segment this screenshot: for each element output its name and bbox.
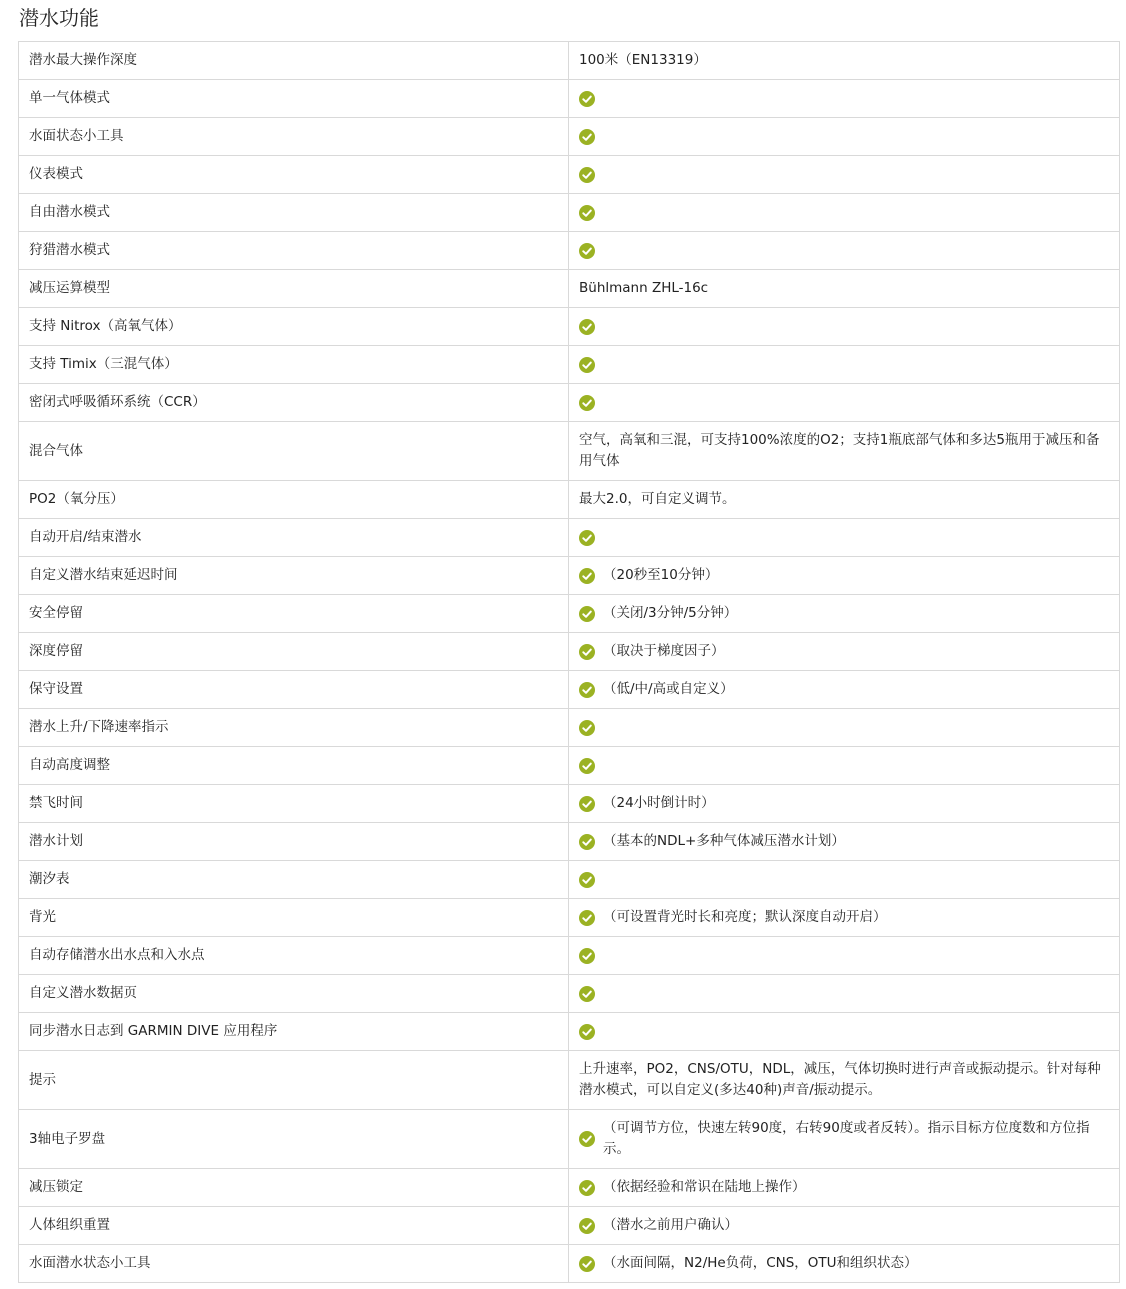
table-row xyxy=(19,481,1120,519)
table-row xyxy=(19,595,1120,633)
feature-value xyxy=(569,80,1120,118)
feature-label: 保守设置 xyxy=(19,671,569,709)
table-row xyxy=(19,899,1120,937)
table-row xyxy=(19,1051,1120,1110)
feature-value xyxy=(569,232,1120,270)
table-row xyxy=(19,42,1120,80)
feature-label: 提示 xyxy=(19,1051,569,1110)
check-circle-icon xyxy=(579,796,595,812)
feature-value xyxy=(569,270,1120,308)
check-circle-icon xyxy=(579,167,595,183)
feature-value xyxy=(569,899,1120,937)
table-row xyxy=(19,671,1120,709)
feature-label: 安全停留 xyxy=(19,595,569,633)
feature-value xyxy=(569,975,1120,1013)
feature-label: 潜水上升/下降速率指示 xyxy=(19,709,569,747)
check-circle-icon xyxy=(579,682,595,698)
feature-label: 3轴电子罗盘 xyxy=(19,1110,569,1169)
check-circle-icon xyxy=(579,319,595,335)
check-circle-icon xyxy=(579,395,595,411)
check-circle-icon xyxy=(579,243,595,259)
feature-value-text: 最大2.0，可自定义调节。 xyxy=(579,491,736,507)
feature-value xyxy=(569,1245,1120,1283)
feature-label: 混合气体 xyxy=(19,422,569,481)
check-circle-icon xyxy=(579,948,595,964)
table-row xyxy=(19,557,1120,595)
feature-value xyxy=(569,557,1120,595)
table-row xyxy=(19,633,1120,671)
feature-value-text: （依据经验和常识在陆地上操作） xyxy=(603,1179,806,1195)
check-circle-icon xyxy=(579,129,595,145)
feature-value-text: （取决于梯度因子） xyxy=(603,643,725,659)
feature-value-text: （关闭/3分钟/5分钟） xyxy=(603,605,738,621)
table-row xyxy=(19,194,1120,232)
feature-value-text: 100米（EN13319） xyxy=(579,52,707,68)
feature-label: 自动开启/结束潜水 xyxy=(19,519,569,557)
check-circle-icon xyxy=(579,872,595,888)
feature-label: 自定义潜水数据页 xyxy=(19,975,569,1013)
feature-label: 水面潜水状态小工具 xyxy=(19,1245,569,1283)
feature-value-text: （可设置背光时长和亮度；默认深度自动开启） xyxy=(603,909,887,925)
table-row xyxy=(19,937,1120,975)
feature-value-text: （水面间隔，N2/He负荷，CNS，OTU和组织状态） xyxy=(603,1255,918,1271)
feature-label: PO2（氧分压） xyxy=(19,481,569,519)
table-row xyxy=(19,422,1120,481)
check-circle-icon xyxy=(579,720,595,736)
feature-value xyxy=(569,1051,1120,1110)
feature-label: 禁飞时间 xyxy=(19,785,569,823)
feature-value xyxy=(569,1013,1120,1051)
table-row xyxy=(19,1110,1120,1169)
feature-value xyxy=(569,42,1120,80)
feature-value-text: 空气，高氧和三混，可支持100%浓度的O2；支持1瓶底部气体和多达5瓶用于减压和备用气体 xyxy=(579,432,1100,469)
feature-value-text: （潜水之前用户确认） xyxy=(603,1217,738,1233)
feature-value xyxy=(569,384,1120,422)
feature-label: 仪表模式 xyxy=(19,156,569,194)
feature-value xyxy=(569,671,1120,709)
feature-label: 自定义潜水结束延迟时间 xyxy=(19,557,569,595)
feature-label: 潮汐表 xyxy=(19,861,569,899)
dive-features-table xyxy=(18,41,1120,1283)
feature-label: 潜水计划 xyxy=(19,823,569,861)
feature-value xyxy=(569,194,1120,232)
check-circle-icon xyxy=(579,91,595,107)
feature-value-text: 上升速率，PO2，CNS/OTU，NDL，减压，气体切换时进行声音或振动提示。针对每种潜水模式，可以自定义(多达40种)声音/振动提示。 xyxy=(579,1061,1101,1098)
table-row xyxy=(19,118,1120,156)
table-row xyxy=(19,270,1120,308)
table-row xyxy=(19,1207,1120,1245)
table-row xyxy=(19,861,1120,899)
feature-value xyxy=(569,937,1120,975)
feature-label: 减压锁定 xyxy=(19,1169,569,1207)
check-circle-icon xyxy=(579,986,595,1002)
feature-value xyxy=(569,709,1120,747)
feature-value xyxy=(569,346,1120,384)
table-row xyxy=(19,308,1120,346)
feature-value-text: （可调节方位，快速左转90度，右转90度或者反转）。指示目标方位度数和方位指示。 xyxy=(603,1120,1090,1157)
check-circle-icon xyxy=(579,1256,595,1272)
feature-label: 人体组织重置 xyxy=(19,1207,569,1245)
table-row xyxy=(19,975,1120,1013)
check-circle-icon xyxy=(579,644,595,660)
table-row xyxy=(19,823,1120,861)
feature-label: 支持 Timix（三混气体） xyxy=(19,346,569,384)
feature-label: 支持 Nitrox（高氧气体） xyxy=(19,308,569,346)
feature-label: 深度停留 xyxy=(19,633,569,671)
feature-label: 自动存储潜水出水点和入水点 xyxy=(19,937,569,975)
check-circle-icon xyxy=(579,834,595,850)
feature-label: 自动高度调整 xyxy=(19,747,569,785)
feature-value xyxy=(569,595,1120,633)
check-circle-icon xyxy=(579,758,595,774)
check-circle-icon xyxy=(579,205,595,221)
table-row xyxy=(19,384,1120,422)
feature-value xyxy=(569,1169,1120,1207)
table-row xyxy=(19,785,1120,823)
check-circle-icon xyxy=(579,568,595,584)
check-circle-icon xyxy=(579,1131,595,1147)
feature-value xyxy=(569,1207,1120,1245)
check-circle-icon xyxy=(579,530,595,546)
feature-value xyxy=(569,156,1120,194)
feature-label: 自由潜水模式 xyxy=(19,194,569,232)
check-circle-icon xyxy=(579,1180,595,1196)
feature-value-text: （20秒至10分钟） xyxy=(603,567,719,583)
table-row xyxy=(19,747,1120,785)
feature-value xyxy=(569,633,1120,671)
table-row xyxy=(19,156,1120,194)
feature-value xyxy=(569,747,1120,785)
feature-value-text: （低/中/高或自定义） xyxy=(603,681,734,697)
feature-value xyxy=(569,785,1120,823)
feature-value xyxy=(569,481,1120,519)
feature-value-text: Bühlmann ZHL-16c xyxy=(579,280,709,296)
table-row xyxy=(19,709,1120,747)
feature-value-text: （24小时倒计时） xyxy=(603,795,715,811)
page-title: 潜水功能 xyxy=(19,6,99,30)
feature-label: 水面状态小工具 xyxy=(19,118,569,156)
feature-label: 背光 xyxy=(19,899,569,937)
feature-label: 单一气体模式 xyxy=(19,80,569,118)
feature-value xyxy=(569,823,1120,861)
feature-value xyxy=(569,861,1120,899)
feature-label: 潜水最大操作深度 xyxy=(19,42,569,80)
table-row xyxy=(19,346,1120,384)
feature-value xyxy=(569,308,1120,346)
table-row xyxy=(19,80,1120,118)
feature-label: 密闭式呼吸循环系统（CCR） xyxy=(19,384,569,422)
feature-label: 同步潜水日志到 GARMIN DIVE 应用程序 xyxy=(19,1013,569,1051)
feature-value xyxy=(569,1110,1120,1169)
check-circle-icon xyxy=(579,357,595,373)
table-row xyxy=(19,519,1120,557)
feature-value xyxy=(569,422,1120,481)
table-row xyxy=(19,1013,1120,1051)
feature-value xyxy=(569,118,1120,156)
check-circle-icon xyxy=(579,606,595,622)
feature-value-text: （基本的NDL+多种气体减压潜水计划） xyxy=(603,833,845,849)
table-row xyxy=(19,1245,1120,1283)
feature-label: 狩猎潜水模式 xyxy=(19,232,569,270)
feature-value xyxy=(569,519,1120,557)
check-circle-icon xyxy=(579,910,595,926)
table-row xyxy=(19,1169,1120,1207)
check-circle-icon xyxy=(579,1024,595,1040)
table-row xyxy=(19,232,1120,270)
check-circle-icon xyxy=(579,1218,595,1234)
feature-label: 减压运算模型 xyxy=(19,270,569,308)
